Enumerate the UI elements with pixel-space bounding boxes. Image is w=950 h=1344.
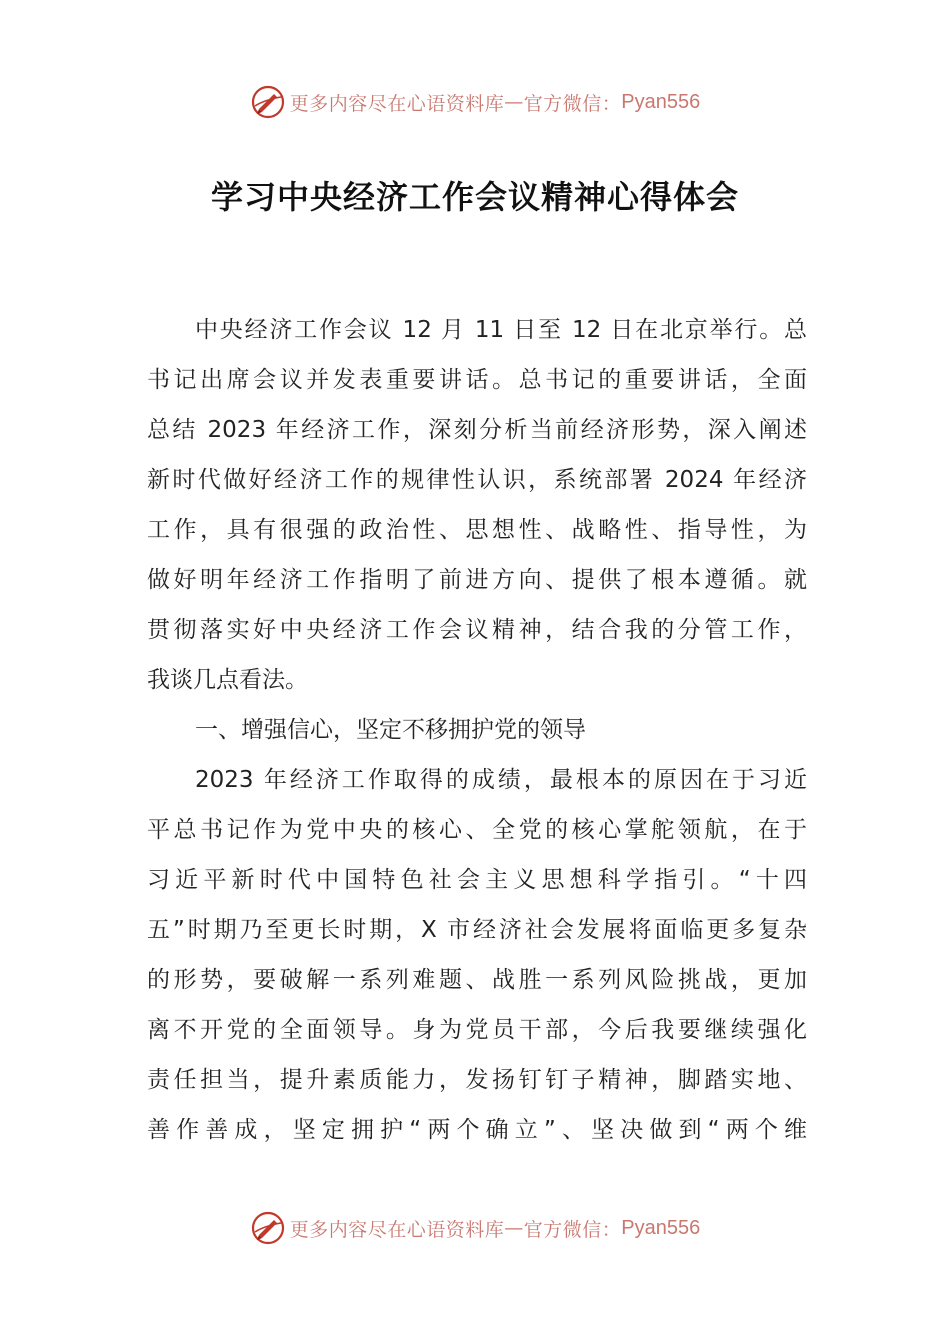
banner-dash: —	[504, 1217, 524, 1239]
pen-logo-icon	[250, 1210, 286, 1246]
banner-official-label: 官方微信：	[523, 1218, 622, 1241]
body-line: 中央经济工作会议 12 月 11 日至 12 日在北京举行。总	[195, 317, 807, 343]
banner-official-label: 官方微信：	[523, 92, 622, 115]
banner-text: 更多内容尽在心语资料库	[289, 92, 505, 115]
body-line: 离不开党的全面领导。身为党员干部，今后我要继续强化	[147, 1017, 807, 1043]
body-line: 工作，具有很强的政治性、思想性、战略性、指导性，为	[147, 517, 807, 543]
body-line: 一、增强信心，坚定不移拥护党的领导	[195, 717, 586, 743]
body-line: 平总书记作为党中央的核心、全党的核心掌舵领航，在于	[147, 817, 807, 843]
body-line: 五”时期乃至更长时期，X 市经济社会发展将面临更多复杂	[147, 917, 807, 943]
footer-watermark-banner	[0, 1208, 950, 1248]
banner-text: 更多内容尽在心语资料库	[289, 1218, 505, 1241]
body-line: 习近平新时代中国特色社会主义思想科学指引。“十四	[147, 867, 807, 893]
body-line: 新时代做好经济工作的规律性认识，系统部署 2024 年经济	[147, 467, 807, 493]
document-title: 学习中央经济工作会议精神心得体会	[210, 178, 739, 216]
body-line: 2023 年经济工作取得的成绩，最根本的原因在于习近	[195, 767, 807, 793]
body-line: 做好明年经济工作指明了前进方向、提供了根本遵循。就	[147, 567, 807, 593]
body-line: 总结 2023 年经济工作，深刻分析当前经济形势，深入阐述	[147, 417, 807, 443]
banner-wechat-id: Pyan556	[621, 1216, 701, 1239]
banner-wechat-id: Pyan556	[621, 90, 701, 113]
header-watermark-banner	[0, 82, 950, 122]
body-line: 责任担当，提升素质能力，发扬钉钉子精神，脚踏实地、	[147, 1067, 807, 1093]
document-body	[147, 305, 807, 1155]
body-line: 的形势，要破解一系列难题、战胜一系列风险挑战，更加	[147, 967, 807, 993]
body-line: 善作善成，坚定拥护“两个确立”、坚决做到“两个维	[147, 1117, 807, 1143]
body-line: 书记出席会议并发表重要讲话。总书记的重要讲话，全面	[147, 367, 807, 393]
body-line: 贯彻落实好中央经济工作会议精神，结合我的分管工作，	[147, 617, 807, 643]
banner-dash: —	[504, 91, 524, 113]
pen-logo-icon	[250, 84, 286, 120]
body-line: 我谈几点看法。	[147, 667, 308, 693]
